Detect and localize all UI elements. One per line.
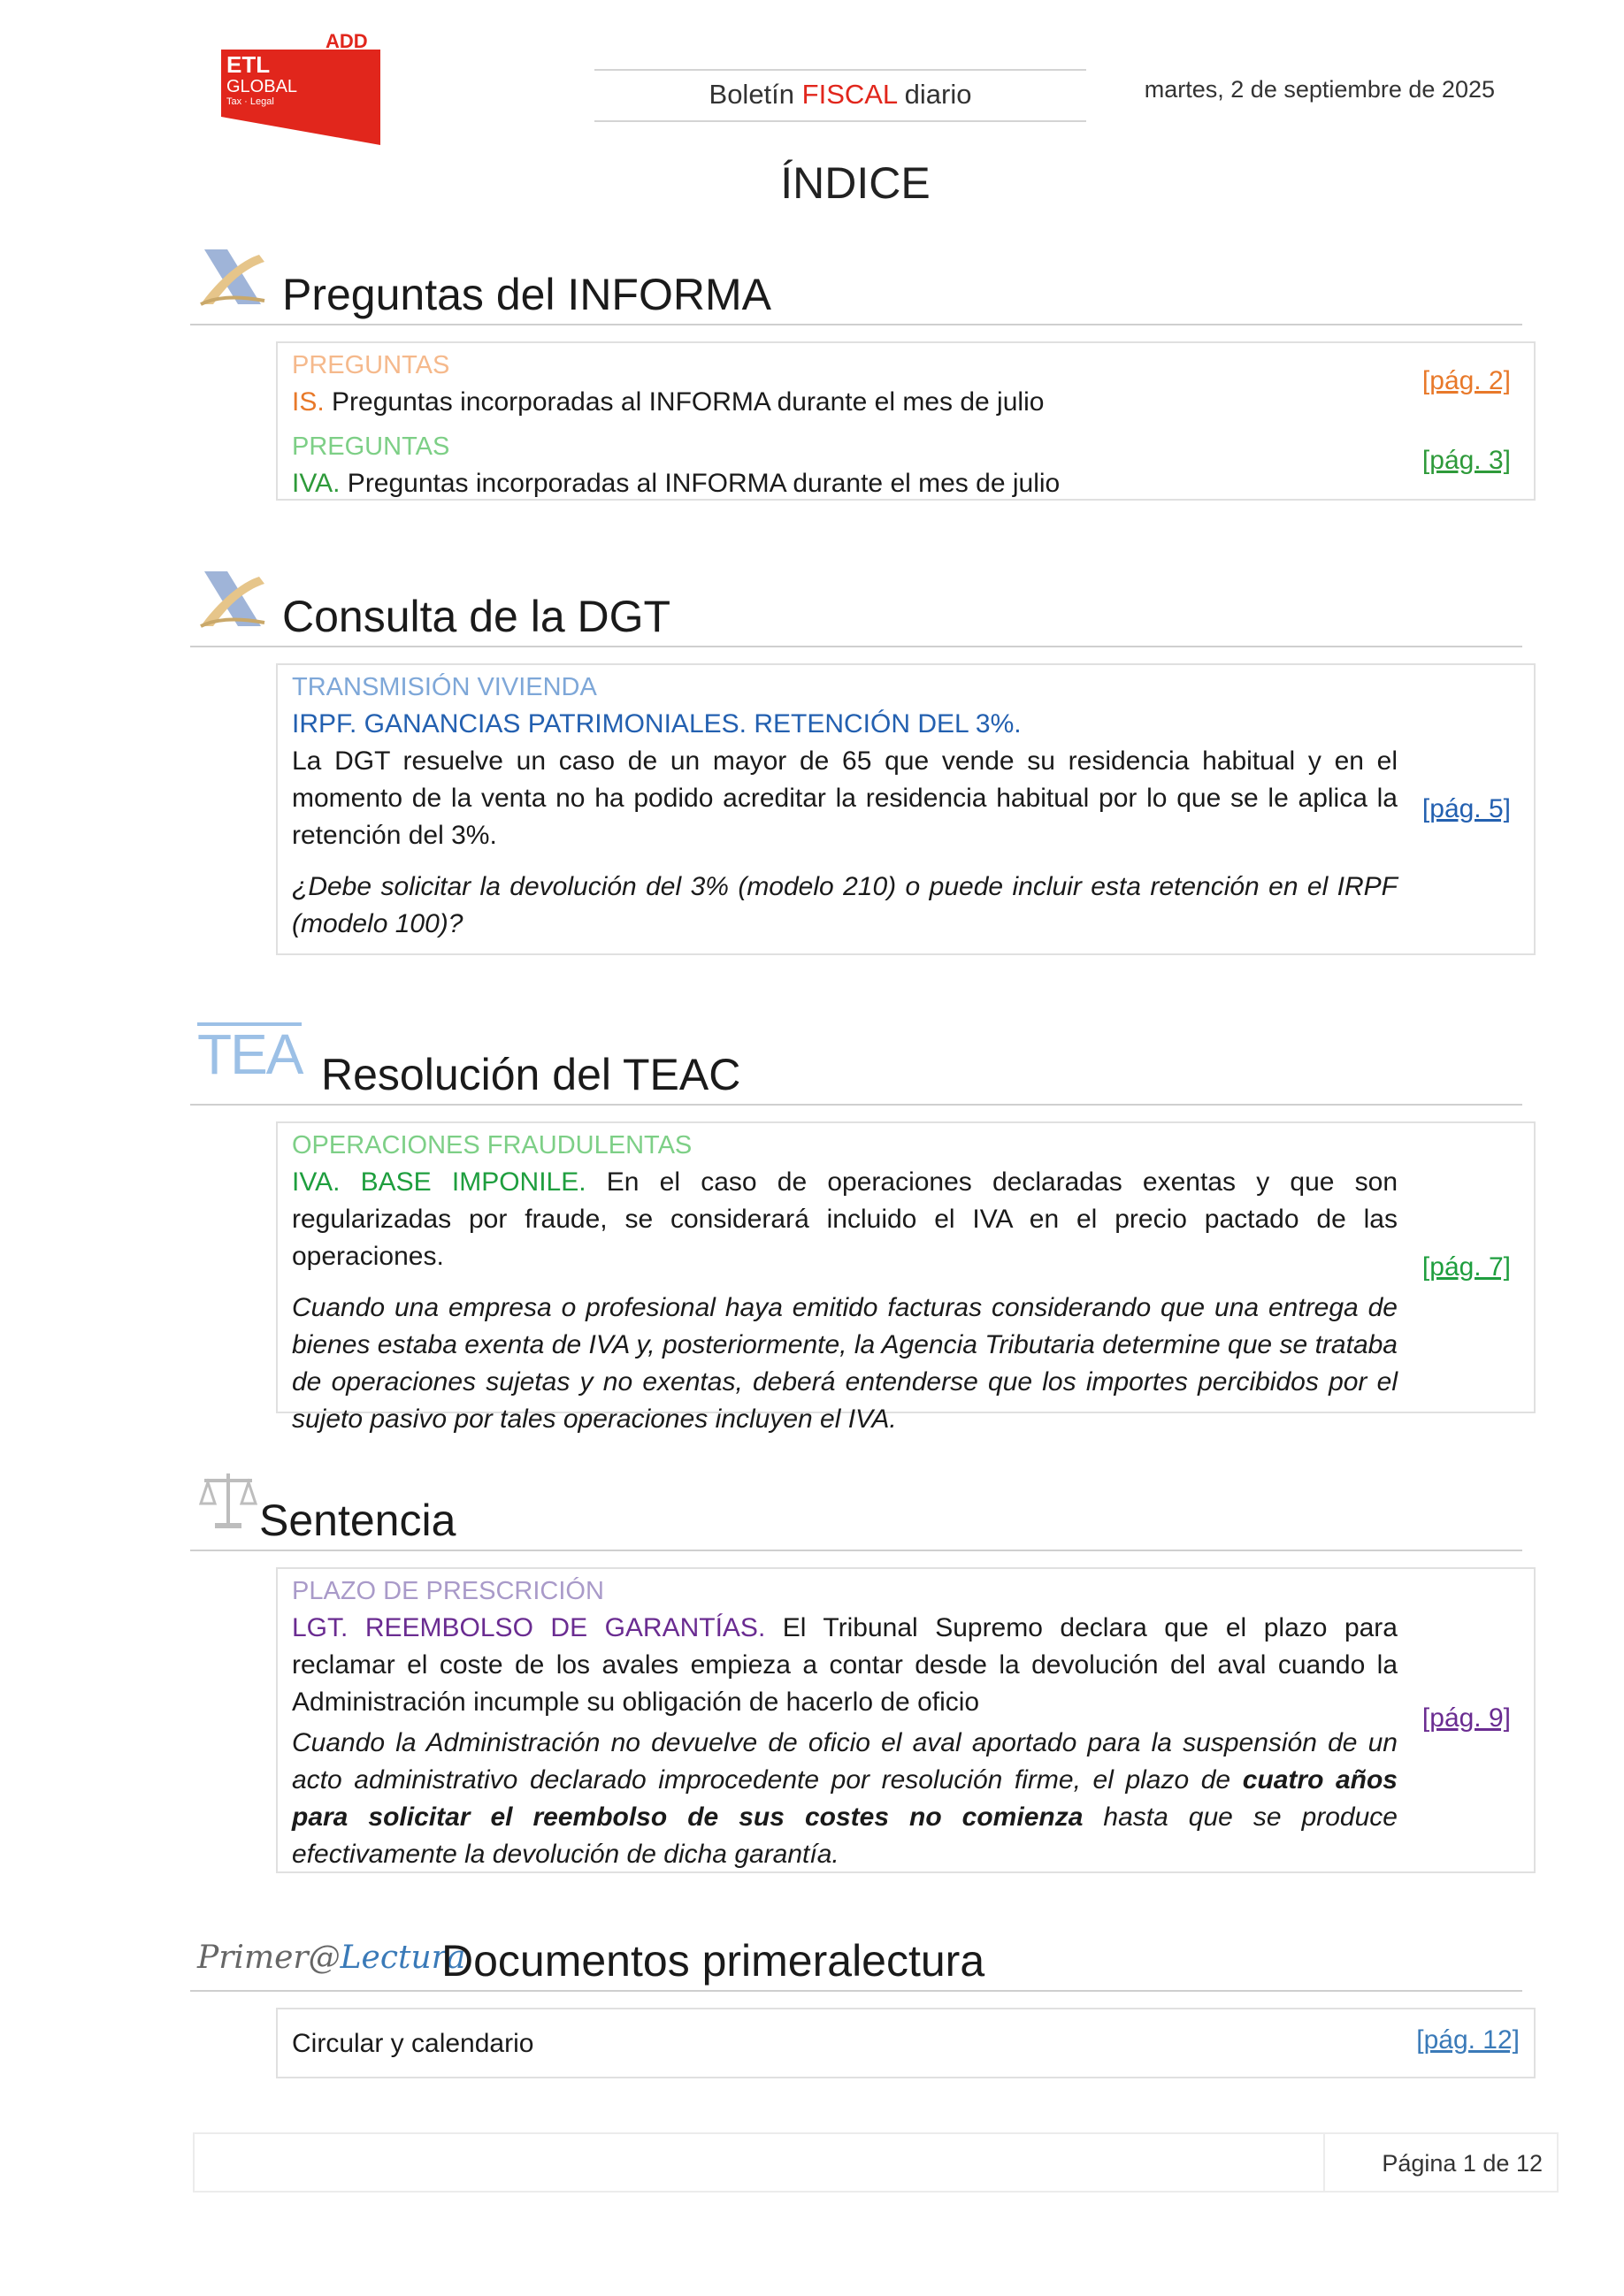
page-link-5[interactable]: [pág. 5] [1421, 794, 1511, 823]
item-tag: PREGUNTAS [292, 351, 450, 379]
bulletin-title-accent: FISCAL [801, 79, 898, 110]
item-lead: LGT. REEMBOLSO DE GARANTÍAS. [292, 1613, 766, 1642]
page-number: Página 1 de 12 [1382, 2150, 1543, 2177]
item-tag: OPERACIONES FRAUDULENTAS [292, 1131, 693, 1159]
section-dgt-title: Consulta de la DGT [282, 592, 671, 641]
section-primeralectura-header [190, 1916, 1522, 1992]
index-title: ÍNDICE [780, 158, 931, 208]
scales-icon [197, 1468, 259, 1534]
item-text: La DGT resuelve un caso de un mayor de 65 que vende su residencia habitual y en el momento de la venta no ha podido acreditar la residencia habitual por lo que se le aplica la retención del 3%. [292, 746, 1398, 850]
bulletin-title-prefix: Boletín [709, 79, 802, 110]
aeat-icon [197, 568, 268, 633]
logo-lectura-text: Lectura [340, 1940, 466, 1976]
list-item [292, 669, 1398, 943]
item-italic: Cuando una empresa o profesional haya emitido facturas considerando que una entrega de bienes estaba exenta de IVA y, posteriormente, la Agencia Tributaria determine que se trataba de operaciones sujetas y no exentas, deberá entenderse que los importes percibidos por el sujeto pasivo por tales operaciones incluyen el IVA. [292, 1293, 1398, 1434]
page-footer [193, 2132, 1559, 2193]
page-link-9[interactable]: [pág. 9] [1421, 1703, 1511, 1733]
item-question: ¿Debe solicitar la devolución del 3% (modelo 210) o puede incluir esta retención en el IRPF (modelo 100)? [292, 872, 1398, 938]
list-item [292, 428, 1398, 502]
section-informa-title: Preguntas del INFORMA [282, 270, 771, 319]
section-informa-header [190, 249, 1522, 325]
item-lead: IRPF. GANANCIAS PATRIMONIALES. RETENCIÓN DEL 3%. [292, 709, 1022, 739]
page-link-12[interactable]: [pág. 12] [1416, 2025, 1520, 2055]
item-lead: IVA. [292, 469, 341, 498]
bulletin-title [594, 69, 1086, 122]
section-primeralectura-title: Documentos primeralectura [441, 1936, 985, 1986]
logo-primer-text: Primer@ [197, 1940, 341, 1976]
section-primeralectura-box [276, 2008, 1536, 2078]
item-tag: TRANSMISIÓN VIVIENDA [292, 673, 597, 701]
logo-global-text: GLOBAL [226, 77, 298, 96]
item-text: El Tribunal Supremo declara que el plazo para reclamar el coste de los avales empieza a contar desde la devolución del aval cuando la Administración incumple su obligación de hacerlo de oficio [292, 1613, 1398, 1717]
footer-divider [1323, 2134, 1325, 2191]
section-sentencia-box [276, 1567, 1536, 1873]
item-tag: PLAZO DE PRESCRICIÓN [292, 1577, 604, 1605]
bulletin-title-suffix: diario [897, 79, 972, 110]
page-link-7[interactable]: [pág. 7] [1421, 1252, 1511, 1282]
section-informa-box [276, 341, 1536, 501]
primeralectura-logo [197, 1940, 465, 1976]
bulletin-date: martes, 2 de septiembre de 2025 [1144, 76, 1495, 103]
page-link-2[interactable]: [pág. 2] [1421, 366, 1511, 395]
item-lead: IS. [292, 387, 325, 417]
item-lead: IVA. BASE IMPONILE. [292, 1167, 586, 1197]
item-text: Preguntas incorporadas al INFORMA durante el mes de julio [340, 469, 1061, 498]
item-italic-bold: cuatro años para solicitar el reembolso de sus costes no comienza [292, 1765, 1398, 1832]
item-text: En el caso de operaciones declaradas exentas y que son regularizadas por fraude, se considerará incluido el IVA en el precio pactado de las operaciones. [292, 1167, 1398, 1271]
logo-sub-text: Tax · Legal [226, 96, 274, 107]
item-italic-before: Cuando la Administración no devuelve de oficio el aval aportado para la suspensión de un acto administrativo declarado improcedente por resolución firme, el plazo de [292, 1728, 1398, 1795]
section-teac-title: Resolución del TEAC [321, 1050, 741, 1099]
aeat-icon [197, 246, 268, 311]
item-text: Preguntas incorporadas al INFORMA durante el mes de julio [324, 387, 1045, 417]
list-item: Circular y calendario [292, 2029, 534, 2058]
section-dgt-header [190, 571, 1522, 647]
logo-add-text: ADD [326, 34, 368, 52]
section-teac-box [276, 1121, 1536, 1434]
etl-global-logo [221, 34, 389, 145]
section-teac-header [190, 1022, 1522, 1106]
list-item [292, 347, 1398, 421]
item-tag: PREGUNTAS [292, 432, 450, 461]
logo-etl-text: ETL [226, 51, 271, 78]
item-italic-after: hasta que se produce efectivamente la devolución de dicha garantía. [292, 1802, 1398, 1869]
list-item [292, 1127, 1398, 1438]
list-item [292, 1573, 1398, 1873]
section-dgt-box [276, 663, 1536, 955]
section-sentencia-title: Sentencia [259, 1496, 456, 1545]
tea-icon: TEA [197, 1022, 303, 1086]
page-link-3[interactable]: [pág. 3] [1421, 446, 1511, 475]
section-sentencia-header [190, 1475, 1522, 1551]
